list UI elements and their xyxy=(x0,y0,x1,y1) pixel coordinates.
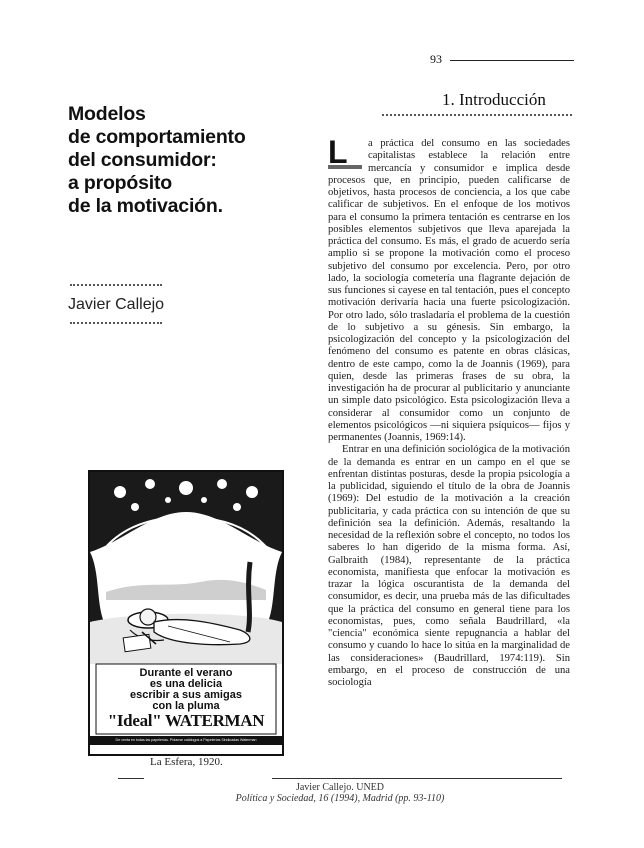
title-line: de comportamiento xyxy=(68,126,246,149)
author-name: Javier Callejo xyxy=(68,296,165,313)
ad-slogan-line: Durante el verano xyxy=(139,667,233,679)
ad-slogan-line: es una delicia xyxy=(149,678,223,690)
title-line: de la motivación. xyxy=(68,195,223,218)
body-text xyxy=(328,134,570,689)
section-heading: 1. Introducción xyxy=(442,90,546,109)
page-footer xyxy=(200,782,480,804)
waterman-advertisement xyxy=(88,470,284,756)
title-line: Modelos xyxy=(68,103,146,126)
paragraph-text: a práctica del consumo en las sociedades capitalistas establece la relación entre mercancía y consumidor e implica desde procesos que, en principio, pueden calificarse de objetivos, hasta procesos de conciencia, a los que cabe calificar de subjetivos. En el enfoque de los motivos para el consumo la primera tentación es centrarse en los posibles elementos subjetivos que lleva aparejada la práctica del consumo. Es más, el grado de acuerdo sería amplio si se propone la motivación como el proceso subjetivo del consumo por excelencia. Pero, por otro lado, la sociología cometería una flagrante dejación de sus funciones si cayese en tal tentación, pues el concepto motivación derivaría hacia una fuerte psicologización. Por otro lado, sólo trasladaría el problema de la cuestión de lo subjetivo a su génesis. Sin embargo, la psicologización del concepto y la psicologización del fenómeno del consumo es patente en obras clásicas, dentro de este campo, como la de Joannis (1969), para quien, desde las primeras frases de su obra, la investigación ha de procurar al publicitario y anunciante un simple dato psicológico. Esta psicologización lleva a considerar al consumidor como un conjunto de elementos psicológicos —ni siquiera psíquicos— fijos y permanentes (Joannis, 1969:14). xyxy=(328,138,570,443)
title-line: a propósito xyxy=(68,172,172,195)
section-rule xyxy=(382,114,572,116)
footer-rule-right xyxy=(272,778,562,779)
author-rule-bottom xyxy=(70,322,162,324)
header-rule xyxy=(450,60,574,61)
footer-journal: Política y Sociedad, 16 (1994), Madrid (pp. 93-110) xyxy=(235,793,445,804)
ad-slogan-line: escribir a sus amigas xyxy=(130,689,242,701)
page-number: 93 xyxy=(430,52,442,66)
ad-slogan-line: con la pluma xyxy=(152,700,220,712)
ad-brand-name: "Ideal" WATERMAN xyxy=(107,711,265,730)
body-paragraph: Entrar en una definición sociológica de la motivación de la demanda es entrar en un campo en el que se enfrentan distintas posturas, desde la propia psicología a la publicidad, siguiendo el título de la obra de Joannis (1969): Del estudio de la motivación a la creación publicitaria, y cada práctica con su intención de que su definición sea la definición. Además, resaltando la necesidad de la reflexión sobre el concepto, no todos los saberes lo han digerido de la misma forma. Así, Galbraith (1984), representante de la práctica economista, manifiesta que enfocar la motivación es trazar la lógica oscurantista de la demanda del consumidor, es decir, una prueba más de las dificultades que la práctica del consumo en general tiene para los economistas, pues, como señala Baudrillard, «la "ciencia" económica siente repugnancia a hablar del consumo y cuando lo hace lo sitúa en la marginalidad de las consideraciones» (Baudrillard, 1974:119). Sin embargo, en el proceso de construcción de una sociología xyxy=(328,444,570,688)
author-rule-top xyxy=(70,284,162,286)
footer-author: Javier Callejo. UNED xyxy=(295,782,385,793)
article-title xyxy=(68,103,298,218)
title-line: del consumidor: xyxy=(68,149,217,172)
ad-fine-print: De venta en todas las papelerías. Pídanse catálogos a Papelerías Sindicadas Waterman xyxy=(90,736,282,745)
drop-cap: L xyxy=(328,139,362,169)
figure-caption: La Esfera, 1920. xyxy=(150,756,223,768)
body-paragraph xyxy=(328,134,570,444)
footer-rule-left xyxy=(118,778,144,779)
